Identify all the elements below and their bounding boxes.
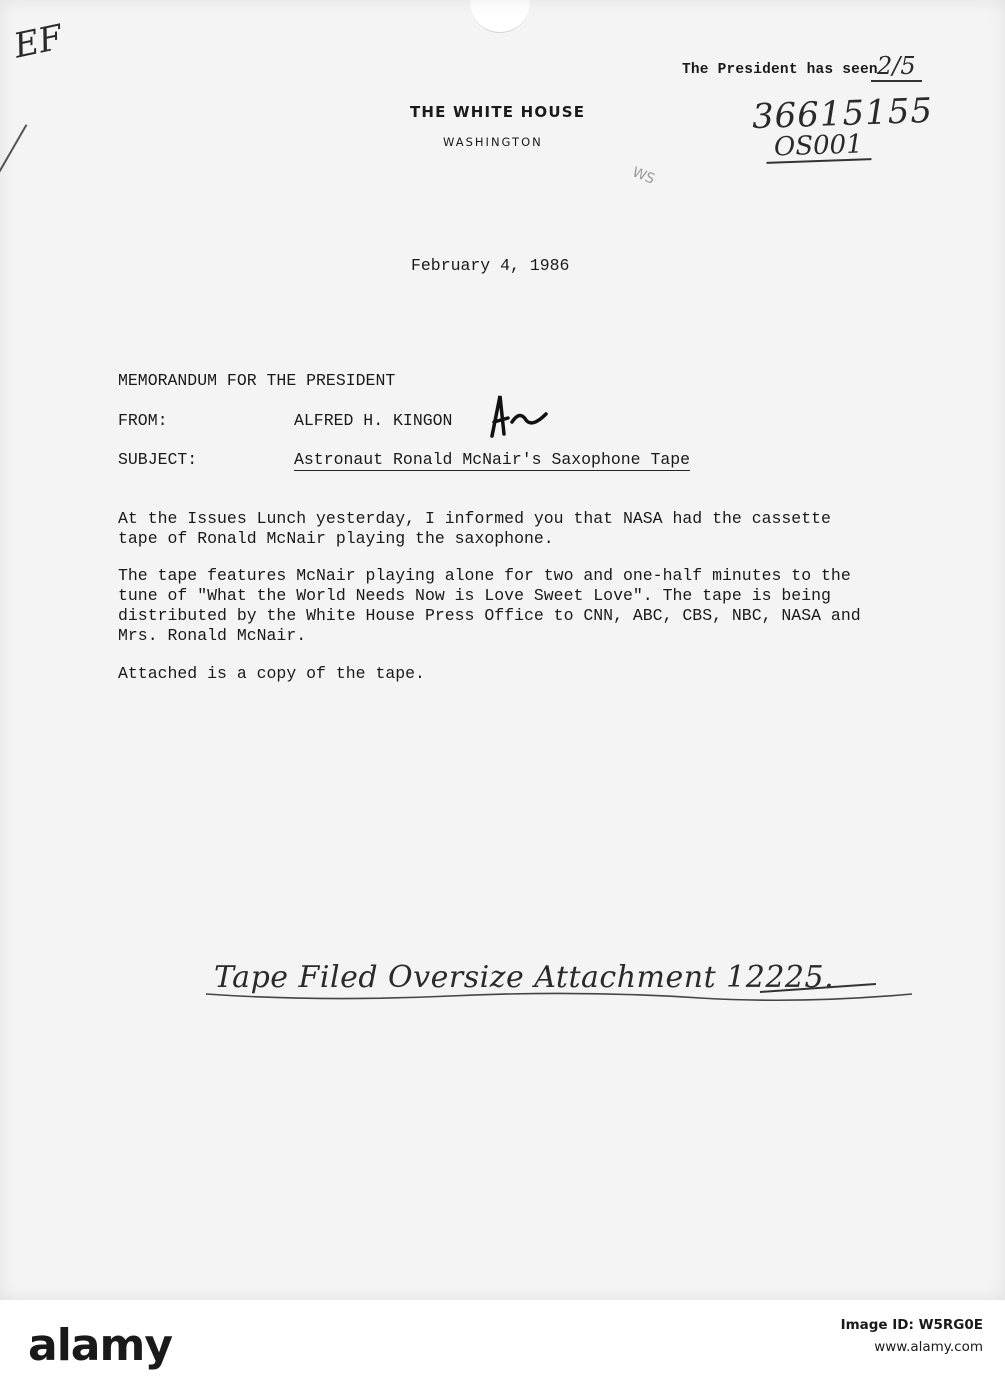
file-number: 36615155 <box>751 90 934 138</box>
handwritten-filing-note: Tape Filed Oversize Attachment 12225. <box>214 960 835 995</box>
stock-brand-logo[interactable]: alamy <box>28 1320 172 1371</box>
margin-pen-stroke <box>0 124 27 186</box>
memo-date: February 4, 1986 <box>411 256 570 275</box>
stock-meta <box>841 1314 983 1358</box>
from-value: ALFRED H. KINGON <box>294 411 453 430</box>
stock-footer <box>0 1300 1005 1390</box>
subject-value: Astronaut Ronald McNair's Saxophone Tape <box>294 450 691 469</box>
memo-paragraph-3: Attached is a copy of the tape. <box>118 664 425 683</box>
file-code: OS001 <box>766 130 872 164</box>
stamp-initials: WS <box>629 164 657 188</box>
corner-handwritten-mark: EF <box>10 17 67 67</box>
paper-notch <box>470 0 530 33</box>
memo-paragraph-2: The tape features McNair playing alone for two and one-half minutes to the tune of "What the World Needs Now is Love Sweet Love". The tape is being distributed by the White House Press Office to CNN, ABC, CBS, NBC, NASA and Mrs. Ronald McNair. <box>118 566 861 645</box>
memo-recipient: MEMORANDUM FOR THE PRESIDENT <box>118 371 396 390</box>
subject-label: SUBJECT: <box>118 450 198 469</box>
letterhead-subtitle: WASHINGTON <box>443 135 543 149</box>
memo-paragraph-1: At the Issues Lunch yesterday, I informed you that NASA had the cassette tape of Ronald McNair playing the saxophone. <box>118 509 831 548</box>
from-label: FROM: <box>118 411 168 430</box>
signature-initials <box>486 392 550 442</box>
president-seen-date: 2/5 <box>871 52 922 82</box>
filing-note-underline <box>200 972 920 1012</box>
president-seen-stamp: The President has seen <box>682 62 878 78</box>
letterhead-title: THE WHITE HOUSE <box>410 103 586 121</box>
stock-site-link[interactable]: www.alamy.com <box>874 1339 983 1355</box>
stock-image-id: Image ID: W5RG0E <box>840 1317 983 1333</box>
